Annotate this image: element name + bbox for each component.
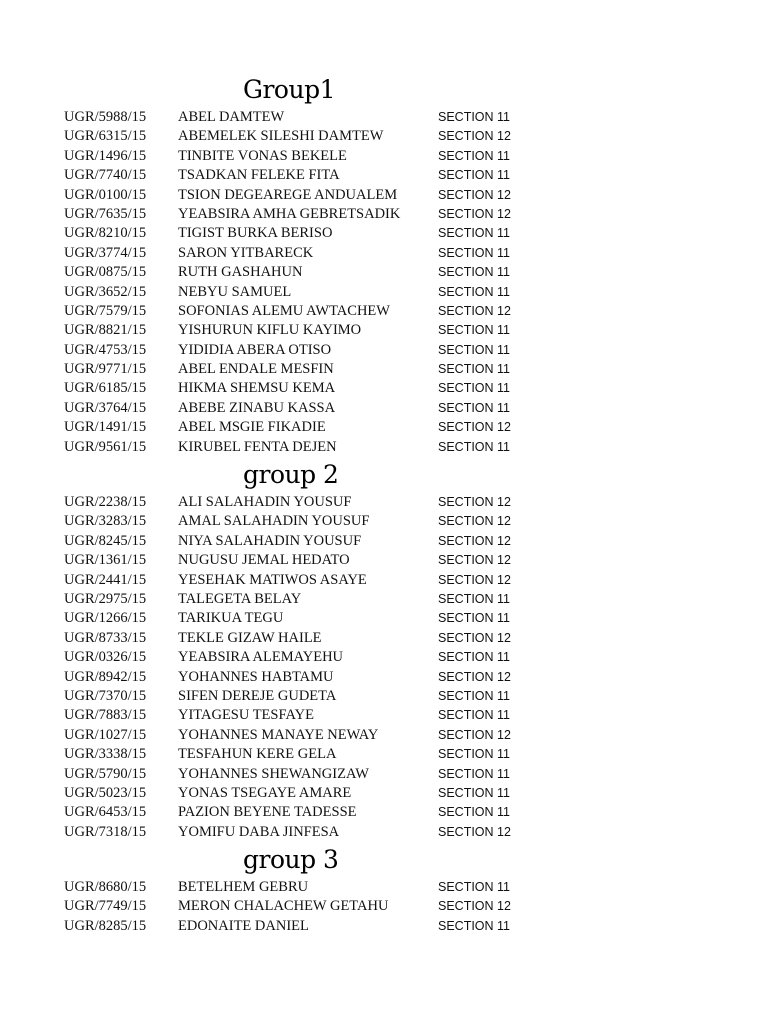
student-id: UGR/8680/15 bbox=[64, 879, 147, 896]
student-section: SECTION 12 bbox=[438, 495, 511, 510]
student-section: SECTION 12 bbox=[438, 206, 511, 221]
student-name: TINBITE VONAS BEKELE bbox=[178, 147, 347, 164]
student-section: SECTION 11 bbox=[438, 805, 511, 820]
student-row bbox=[0, 321, 768, 340]
student-row bbox=[0, 186, 768, 205]
student-name: YOHANNES MANAYE NEWAY bbox=[178, 726, 379, 743]
student-section: SECTION 12 bbox=[438, 727, 511, 742]
student-id: UGR/8210/15 bbox=[64, 225, 147, 242]
student-section: SECTION 11 bbox=[438, 591, 511, 606]
student-name: NUGUSU JEMAL HEDATO bbox=[178, 552, 350, 569]
student-row bbox=[0, 897, 768, 916]
student-id: UGR/0875/15 bbox=[64, 264, 147, 281]
group-section bbox=[0, 842, 768, 936]
student-id: UGR/3652/15 bbox=[64, 283, 147, 300]
student-id: UGR/7883/15 bbox=[64, 707, 147, 724]
student-name: YITAGESU TESFAYE bbox=[178, 707, 314, 724]
student-row bbox=[0, 878, 768, 897]
student-section: SECTION 12 bbox=[438, 187, 511, 202]
student-section: SECTION 12 bbox=[438, 899, 511, 914]
student-id: UGR/8942/15 bbox=[64, 668, 147, 685]
student-row bbox=[0, 360, 768, 379]
student-name: ABEL ENDALE MESFIN bbox=[178, 361, 334, 378]
student-row bbox=[0, 917, 768, 936]
student-section: SECTION 11 bbox=[438, 400, 511, 415]
student-row bbox=[0, 244, 768, 263]
student-section: SECTION 12 bbox=[438, 533, 511, 548]
student-name: ABEBE ZINABU KASSA bbox=[178, 399, 336, 416]
student-section: SECTION 11 bbox=[438, 381, 511, 396]
student-id: UGR/8285/15 bbox=[64, 917, 147, 934]
student-row bbox=[0, 283, 768, 302]
student-id: UGR/3338/15 bbox=[64, 746, 147, 763]
student-row bbox=[0, 493, 768, 512]
student-section: SECTION 11 bbox=[438, 265, 511, 280]
student-id: UGR/1496/15 bbox=[64, 147, 147, 164]
student-id: UGR/1361/15 bbox=[64, 552, 147, 569]
student-row bbox=[0, 765, 768, 784]
student-id: UGR/3764/15 bbox=[64, 399, 147, 416]
student-id: UGR/7740/15 bbox=[64, 167, 147, 184]
student-id: UGR/8245/15 bbox=[64, 532, 147, 549]
student-name: TEKLE GIZAW HAILE bbox=[178, 629, 322, 646]
student-id: UGR/6453/15 bbox=[64, 804, 147, 821]
student-name: KIRUBEL FENTA DEJEN bbox=[178, 438, 337, 455]
student-section: SECTION 11 bbox=[438, 245, 511, 260]
student-section: SECTION 11 bbox=[438, 148, 511, 163]
student-row bbox=[0, 127, 768, 146]
student-row bbox=[0, 590, 768, 609]
student-name: NEBYU SAMUEL bbox=[178, 283, 292, 300]
student-name: AMAL SALAHADIN YOUSUF bbox=[178, 513, 370, 530]
student-section: SECTION 12 bbox=[438, 669, 511, 684]
student-section: SECTION 12 bbox=[438, 572, 511, 587]
student-row bbox=[0, 803, 768, 822]
student-id: UGR/9561/15 bbox=[64, 438, 147, 455]
group-heading-text: Group1 bbox=[243, 75, 335, 104]
student-row bbox=[0, 784, 768, 803]
student-name: ABEL MSGIE FIKADIE bbox=[178, 419, 326, 436]
student-row bbox=[0, 551, 768, 570]
student-name: TARIKUA TEGU bbox=[178, 610, 284, 627]
student-name: YEABSIRA ALEMAYEHU bbox=[178, 649, 344, 666]
student-id: UGR/5023/15 bbox=[64, 784, 147, 801]
student-section: SECTION 12 bbox=[438, 553, 511, 568]
student-row bbox=[0, 823, 768, 842]
student-name: YESEHAK MATIWOS ASAYE bbox=[178, 571, 367, 588]
group-section bbox=[0, 457, 768, 842]
student-name: YISHURUN KIFLU KAYIMO bbox=[178, 322, 362, 339]
student-name: MERON CHALACHEW GETAHU bbox=[178, 898, 389, 915]
student-name: SOFONIAS ALEMU AWTACHEW bbox=[178, 302, 390, 319]
student-section: SECTION 11 bbox=[438, 110, 511, 124]
student-section: SECTION 12 bbox=[438, 420, 511, 435]
student-row bbox=[0, 668, 768, 687]
student-name: BETELHEM GEBRU bbox=[178, 879, 309, 896]
student-id: UGR/1491/15 bbox=[64, 419, 147, 436]
student-id: UGR/7579/15 bbox=[64, 302, 147, 319]
student-row bbox=[0, 532, 768, 551]
student-id: UGR/5988/15 bbox=[64, 109, 147, 125]
student-name: YEABSIRA AMHA GEBRETSADIK bbox=[178, 205, 401, 222]
student-name: TALEGETA BELAY bbox=[178, 590, 302, 607]
student-id: UGR/6315/15 bbox=[64, 128, 147, 145]
student-name: TESFAHUN KERE GELA bbox=[178, 746, 337, 763]
student-id: UGR/7749/15 bbox=[64, 898, 147, 915]
student-name: ALI SALAHADIN YOUSUF bbox=[178, 494, 352, 511]
student-row bbox=[0, 399, 768, 418]
group-heading-text: group 2 bbox=[243, 460, 339, 490]
student-id: UGR/8733/15 bbox=[64, 629, 147, 646]
student-row bbox=[0, 379, 768, 398]
student-section: SECTION 11 bbox=[438, 918, 511, 933]
student-section: SECTION 11 bbox=[438, 766, 511, 781]
student-id: UGR/3774/15 bbox=[64, 244, 147, 261]
student-name: RUTH GASHAHUN bbox=[178, 264, 303, 281]
student-section: SECTION 12 bbox=[438, 303, 511, 318]
student-row bbox=[0, 205, 768, 224]
student-id: UGR/9771/15 bbox=[64, 361, 147, 378]
group-heading bbox=[0, 457, 768, 493]
student-name: NIYA SALAHADIN YOUSUF bbox=[178, 532, 362, 549]
student-section: SECTION 11 bbox=[438, 168, 511, 183]
student-id: UGR/1266/15 bbox=[64, 610, 147, 627]
student-row bbox=[0, 302, 768, 321]
student-section: SECTION 11 bbox=[438, 323, 511, 338]
student-section: SECTION 11 bbox=[438, 362, 511, 377]
student-section: SECTION 11 bbox=[438, 688, 511, 703]
student-name: YONAS TSEGAYE AMARE bbox=[178, 784, 352, 801]
student-row bbox=[0, 108, 768, 127]
student-name: ABEL DAMTEW bbox=[178, 109, 285, 125]
student-section: SECTION 12 bbox=[438, 824, 511, 839]
student-section: SECTION 11 bbox=[438, 284, 511, 299]
group-section bbox=[0, 72, 768, 457]
student-name: EDONAITE DANIEL bbox=[178, 917, 309, 934]
student-name: YOHANNES SHEWANGIZAW bbox=[178, 765, 369, 782]
student-id: UGR/0100/15 bbox=[64, 186, 147, 203]
student-id: UGR/5790/15 bbox=[64, 765, 147, 782]
student-id: UGR/4753/15 bbox=[64, 341, 147, 358]
student-name: SIFEN DEREJE GUDETA bbox=[178, 687, 337, 704]
student-name: ABEMELEK SILESHI DAMTEW bbox=[178, 128, 384, 145]
group-heading-text: group 3 bbox=[243, 845, 339, 875]
student-section: SECTION 11 bbox=[438, 342, 511, 357]
student-row bbox=[0, 648, 768, 667]
student-id: UGR/1027/15 bbox=[64, 726, 147, 743]
student-row bbox=[0, 571, 768, 590]
student-id: UGR/6185/15 bbox=[64, 380, 147, 397]
student-name: SARON YITBARECK bbox=[178, 244, 314, 261]
student-name: YIDIDIA ABERA OTISO bbox=[178, 341, 332, 358]
student-name: YOMIFU DABA JINFESA bbox=[178, 823, 340, 840]
student-row bbox=[0, 726, 768, 745]
group-heading bbox=[0, 72, 768, 108]
student-name: HIKMA SHEMSU KEMA bbox=[178, 380, 336, 397]
student-id: UGR/7318/15 bbox=[64, 823, 147, 840]
student-row bbox=[0, 609, 768, 628]
student-id: UGR/0326/15 bbox=[64, 649, 147, 666]
student-section: SECTION 11 bbox=[438, 650, 511, 665]
student-id: UGR/3283/15 bbox=[64, 513, 147, 530]
student-row bbox=[0, 341, 768, 360]
student-row bbox=[0, 147, 768, 166]
student-section: SECTION 11 bbox=[438, 880, 511, 895]
student-row bbox=[0, 512, 768, 531]
student-name: PAZION BEYENE TADESSE bbox=[178, 804, 357, 821]
student-id: UGR/7370/15 bbox=[64, 687, 147, 704]
student-row bbox=[0, 687, 768, 706]
student-id: UGR/8821/15 bbox=[64, 322, 147, 339]
student-id: UGR/2441/15 bbox=[64, 571, 147, 588]
student-section: SECTION 11 bbox=[438, 439, 511, 454]
student-name: TSADKAN FELEKE FITA bbox=[178, 167, 340, 184]
student-id: UGR/2238/15 bbox=[64, 494, 147, 511]
student-name: TIGIST BURKA BERISO bbox=[178, 225, 333, 242]
student-row bbox=[0, 438, 768, 457]
student-row bbox=[0, 224, 768, 243]
group-heading bbox=[0, 842, 768, 878]
student-row bbox=[0, 706, 768, 725]
student-id: UGR/2975/15 bbox=[64, 590, 147, 607]
student-name: YOHANNES HABTAMU bbox=[178, 668, 334, 685]
student-section: SECTION 12 bbox=[438, 514, 511, 529]
student-section: SECTION 11 bbox=[438, 785, 511, 800]
student-id: UGR/7635/15 bbox=[64, 205, 147, 222]
student-row bbox=[0, 263, 768, 282]
student-section: SECTION 12 bbox=[438, 129, 511, 144]
student-row bbox=[0, 418, 768, 437]
student-section: SECTION 11 bbox=[438, 708, 511, 723]
student-section: SECTION 12 bbox=[438, 630, 511, 645]
student-section: SECTION 11 bbox=[438, 611, 511, 626]
student-name: TSION DEGEAREGE ANDUALEM bbox=[178, 186, 398, 203]
student-row bbox=[0, 166, 768, 185]
student-row bbox=[0, 745, 768, 764]
group-list-document bbox=[0, 72, 768, 936]
student-row bbox=[0, 629, 768, 648]
student-section: SECTION 11 bbox=[438, 747, 511, 762]
student-section: SECTION 11 bbox=[438, 226, 511, 241]
